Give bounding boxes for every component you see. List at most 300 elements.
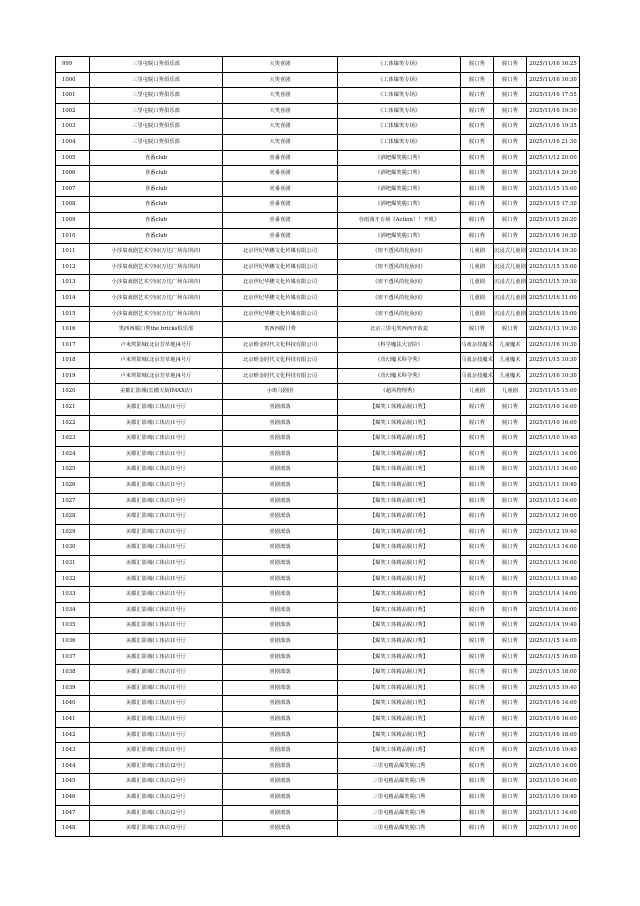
cell-row-number: 1015 xyxy=(56,306,90,322)
cell-venue: 小莎翁戏剧艺术空间(万达广场东坝店) xyxy=(90,306,223,322)
cell-subcategory: 脱口秀 xyxy=(494,649,527,665)
cell-organizer: 喜剧部落 xyxy=(223,540,338,556)
cell-category: 脱口秀 xyxy=(461,602,494,618)
cell-venue: 美都汇影城(工体店)1号厅 xyxy=(90,665,223,681)
cell-show-time: 2025/11/11 19:40 xyxy=(527,478,580,494)
cell-row-number: 999 xyxy=(56,57,90,73)
cell-subcategory: 脱口秀 xyxy=(494,556,527,572)
cell-show-time: 2025/11/10 19:40 xyxy=(527,431,580,447)
table-row xyxy=(56,758,580,774)
cell-organizer: 北京世纪华鹏文化传媒有限公司 xyxy=(223,275,338,291)
cell-row-number: 1001 xyxy=(56,88,90,104)
cell-organizer: 喜番喜剧 xyxy=(223,166,338,182)
cell-row-number: 1005 xyxy=(56,150,90,166)
cell-show-title: 《密不透风的化妆间》 xyxy=(338,259,461,275)
table-row xyxy=(56,602,580,618)
cell-organizer: 大笑喜剧 xyxy=(223,72,338,88)
cell-organizer: 喜剧部落 xyxy=(223,446,338,462)
cell-row-number: 1025 xyxy=(56,462,90,478)
cell-venue: 美都汇影城(工体店)2号厅 xyxy=(90,774,223,790)
cell-venue: 喜番club xyxy=(90,212,223,228)
cell-organizer: 喜剧部落 xyxy=(223,400,338,416)
cell-show-time: 2025/11/16 21:30 xyxy=(527,134,580,150)
cell-subcategory: 脱口秀 xyxy=(494,415,527,431)
cell-category: 脱口秀 xyxy=(461,665,494,681)
cell-row-number: 1020 xyxy=(56,384,90,400)
cell-venue: 美都汇影城(工体店)1号厅 xyxy=(90,431,223,447)
cell-venue: 美都汇影城(工体店)1号厅 xyxy=(90,571,223,587)
table-row xyxy=(56,197,580,213)
cell-organizer: 喜剧部落 xyxy=(223,587,338,603)
cell-row-number: 1033 xyxy=(56,587,90,603)
cell-show-title: 《工体爆笑专场》 xyxy=(338,103,461,119)
cell-show-time: 2025/11/16 19:35 xyxy=(527,119,580,135)
table-row xyxy=(56,680,580,696)
cell-subcategory: 沉浸式儿童剧 xyxy=(494,259,527,275)
cell-category: 脱口秀 xyxy=(461,228,494,244)
cell-row-number: 1012 xyxy=(56,259,90,275)
cell-subcategory: 沉浸式儿童剧 xyxy=(494,244,527,260)
cell-category: 脱口秀 xyxy=(461,774,494,790)
cell-category: 脱口秀 xyxy=(461,462,494,478)
cell-venue: 小莎翁戏剧艺术空间(万达广场东坝店) xyxy=(90,290,223,306)
cell-subcategory: 脱口秀 xyxy=(494,571,527,587)
cell-row-number: 1017 xyxy=(56,337,90,353)
cell-category: 脱口秀 xyxy=(461,134,494,150)
table-row xyxy=(56,134,580,150)
cell-organizer: 喜剧部落 xyxy=(223,805,338,821)
cell-show-title: 《工体爆笑专场》 xyxy=(338,57,461,73)
cell-row-number: 1000 xyxy=(56,72,90,88)
table-row xyxy=(56,478,580,494)
cell-show-time: 2025/11/15 10:30 xyxy=(527,353,580,369)
cell-row-number: 1008 xyxy=(56,197,90,213)
table-row xyxy=(56,789,580,805)
cell-show-title: 【爆笑工体精品脱口秀】 xyxy=(338,743,461,759)
cell-row-number: 1007 xyxy=(56,181,90,197)
cell-row-number: 1035 xyxy=(56,618,90,634)
cell-organizer: 喜剧部落 xyxy=(223,821,338,837)
cell-organizer: 北京世纪华鹏文化传媒有限公司 xyxy=(223,259,338,275)
cell-row-number: 1041 xyxy=(56,711,90,727)
cell-organizer: 小斑马剧团 xyxy=(223,384,338,400)
table-row xyxy=(56,275,580,291)
table-row xyxy=(56,618,580,634)
table-row xyxy=(56,306,580,322)
cell-show-title: 三里屯精品爆笑脱口秀 xyxy=(338,774,461,790)
cell-category: 马戏杂技魔术 xyxy=(461,368,494,384)
table-row xyxy=(56,337,580,353)
cell-venue: 美都汇影城(工体店)1号厅 xyxy=(90,446,223,462)
cell-show-time: 2025/11/13 14:00 xyxy=(527,540,580,556)
table-row xyxy=(56,166,580,182)
cell-show-time: 2025/11/14 19:30 xyxy=(527,244,580,260)
cell-row-number: 1022 xyxy=(56,415,90,431)
cell-show-title: 三里屯精品爆笑脱口秀 xyxy=(338,758,461,774)
cell-category: 马戏杂技魔术 xyxy=(461,353,494,369)
cell-row-number: 1044 xyxy=(56,758,90,774)
cell-subcategory: 脱口秀 xyxy=(494,431,527,447)
cell-show-time: 2025/11/16 15:00 xyxy=(527,306,580,322)
cell-category: 脱口秀 xyxy=(461,727,494,743)
cell-subcategory: 脱口秀 xyxy=(494,602,527,618)
cell-subcategory: 脱口秀 xyxy=(494,587,527,603)
cell-show-title: 【爆笑工体精品脱口秀】 xyxy=(338,633,461,649)
cell-show-title: 《酒吧爆笑脱口秀》 xyxy=(338,150,461,166)
cell-venue: 喜番club xyxy=(90,181,223,197)
cell-organizer: 喜剧部落 xyxy=(223,524,338,540)
cell-venue: 三里屯脱口秀俱乐部 xyxy=(90,134,223,150)
cell-organizer: 喜剧部落 xyxy=(223,696,338,712)
cell-category: 脱口秀 xyxy=(461,478,494,494)
cell-row-number: 1048 xyxy=(56,821,90,837)
cell-subcategory: 脱口秀 xyxy=(494,134,527,150)
cell-row-number: 1004 xyxy=(56,134,90,150)
cell-row-number: 1019 xyxy=(56,368,90,384)
cell-show-title: 【爆笑工体精品脱口秀】 xyxy=(338,415,461,431)
cell-show-title: 三里屯精品爆笑脱口秀 xyxy=(338,789,461,805)
cell-category: 脱口秀 xyxy=(461,556,494,572)
cell-category: 脱口秀 xyxy=(461,618,494,634)
cell-venue: 美都汇影城(工体店)1号厅 xyxy=(90,602,223,618)
cell-subcategory: 脱口秀 xyxy=(494,665,527,681)
cell-subcategory: 脱口秀 xyxy=(494,743,527,759)
cell-organizer: 笑西西脱口秀 xyxy=(223,322,338,338)
table-row xyxy=(56,743,580,759)
cell-subcategory: 儿童剧 xyxy=(494,384,527,400)
table-row xyxy=(56,649,580,665)
cell-row-number: 1040 xyxy=(56,696,90,712)
cell-venue: 小莎翁戏剧艺术空间(万达广场东坝店) xyxy=(90,244,223,260)
cell-venue: 美都汇影城(工体店)1号厅 xyxy=(90,696,223,712)
cell-organizer: 喜剧部落 xyxy=(223,493,338,509)
cell-venue: 三里屯脱口秀俱乐部 xyxy=(90,119,223,135)
cell-show-time: 2025/11/12 19:40 xyxy=(527,524,580,540)
cell-show-title: 【爆笑工体精品脱口秀】 xyxy=(338,680,461,696)
cell-show-title: 【爆笑工体精品脱口秀】 xyxy=(338,711,461,727)
cell-venue: 三里屯脱口秀俱乐部 xyxy=(90,72,223,88)
cell-organizer: 喜剧部落 xyxy=(223,415,338,431)
table-row xyxy=(56,150,580,166)
cell-show-title: 《密不透风的化妆间》 xyxy=(338,306,461,322)
cell-show-title: 【爆笑工体精品脱口秀】 xyxy=(338,493,461,509)
cell-subcategory: 脱口秀 xyxy=(494,197,527,213)
cell-show-time: 2025/11/15 19:40 xyxy=(527,680,580,696)
cell-category: 脱口秀 xyxy=(461,88,494,104)
cell-show-time: 2025/11/15 19:30 xyxy=(527,275,580,291)
cell-show-title: 《奇幻魔术科学秀》 xyxy=(338,353,461,369)
cell-venue: 美都汇影城(工体店)2号厅 xyxy=(90,758,223,774)
cell-category: 脱口秀 xyxy=(461,166,494,182)
cell-venue: 美都汇影城(工体店)1号厅 xyxy=(90,400,223,416)
cell-row-number: 1002 xyxy=(56,103,90,119)
cell-show-title: 北京三里屯笑西西开放麦 xyxy=(338,322,461,338)
cell-show-time: 2025/11/16 16:30 xyxy=(527,72,580,88)
cell-subcategory: 脱口秀 xyxy=(494,478,527,494)
cell-subcategory: 脱口秀 xyxy=(494,774,527,790)
cell-row-number: 1014 xyxy=(56,290,90,306)
cell-show-time: 2025/11/13 19:30 xyxy=(527,322,580,338)
table-row xyxy=(56,322,580,338)
cell-venue: 小莎翁戏剧艺术空间(万达广场东坝店) xyxy=(90,275,223,291)
cell-organizer: 喜剧部落 xyxy=(223,431,338,447)
cell-row-number: 1016 xyxy=(56,322,90,338)
cell-row-number: 1027 xyxy=(56,493,90,509)
cell-venue: 美都汇影城(工体店)1号厅 xyxy=(90,618,223,634)
cell-venue: 三里屯脱口秀俱乐部 xyxy=(90,88,223,104)
cell-organizer: 大笑喜剧 xyxy=(223,103,338,119)
cell-show-time: 2025/11/13 19:40 xyxy=(527,571,580,587)
cell-venue: 美都汇影城(工体店)1号厅 xyxy=(90,415,223,431)
cell-subcategory: 脱口秀 xyxy=(494,805,527,821)
cell-organizer: 喜番喜剧 xyxy=(223,228,338,244)
cell-show-time: 2025/11/16 16:30 xyxy=(527,228,580,244)
cell-category: 脱口秀 xyxy=(461,789,494,805)
table-row xyxy=(56,259,580,275)
cell-venue: 三里屯脱口秀俱乐部 xyxy=(90,57,223,73)
cell-category: 脱口秀 xyxy=(461,587,494,603)
cell-row-number: 1047 xyxy=(56,805,90,821)
cell-show-time: 2025/11/15 17:30 xyxy=(527,197,580,213)
cell-category: 脱口秀 xyxy=(461,821,494,837)
cell-organizer: 北京世纪华鹏文化传媒有限公司 xyxy=(223,306,338,322)
cell-show-time: 2025/11/16 10:30 xyxy=(527,337,580,353)
cell-show-title: 《工体爆笑专场》 xyxy=(338,119,461,135)
table-row xyxy=(56,665,580,681)
cell-venue: 美都汇影城(工体店)2号厅 xyxy=(90,789,223,805)
cell-show-time: 2025/11/10 16:00 xyxy=(527,774,580,790)
cell-category: 儿童剧 xyxy=(461,275,494,291)
cell-subcategory: 脱口秀 xyxy=(494,680,527,696)
table-row xyxy=(56,587,580,603)
cell-category: 脱口秀 xyxy=(461,446,494,462)
cell-venue: 美都汇影城(工体店)1号厅 xyxy=(90,727,223,743)
table-row xyxy=(56,446,580,462)
table-row xyxy=(56,228,580,244)
cell-show-title: 【爆笑工体精品脱口秀】 xyxy=(338,400,461,416)
cell-show-title: 《密不透风的化妆间》 xyxy=(338,244,461,260)
cell-category: 脱口秀 xyxy=(461,758,494,774)
table-row xyxy=(56,509,580,525)
cell-venue: 美都汇影城(工体店)1号厅 xyxy=(90,524,223,540)
cell-row-number: 1009 xyxy=(56,212,90,228)
cell-row-number: 1039 xyxy=(56,680,90,696)
cell-category: 儿童剧 xyxy=(461,259,494,275)
cell-show-title: 【爆笑工体精品脱口秀】 xyxy=(338,462,461,478)
cell-row-number: 1013 xyxy=(56,275,90,291)
cell-category: 脱口秀 xyxy=(461,212,494,228)
cell-show-time: 2025/11/16 11:00 xyxy=(527,290,580,306)
cell-row-number: 1043 xyxy=(56,743,90,759)
table-row xyxy=(56,119,580,135)
cell-show-title: 《酒吧爆笑脱口秀》 xyxy=(338,197,461,213)
cell-show-time: 2025/11/10 14:00 xyxy=(527,758,580,774)
cell-show-time: 2025/11/14 14:00 xyxy=(527,587,580,603)
cell-venue: 美都汇影城(工体店)1号厅 xyxy=(90,540,223,556)
cell-subcategory: 脱口秀 xyxy=(494,88,527,104)
cell-category: 脱口秀 xyxy=(461,103,494,119)
cell-subcategory: 儿童魔术 xyxy=(494,337,527,353)
cell-venue: 美都汇影城(工体店)1号厅 xyxy=(90,680,223,696)
cell-organizer: 大笑喜剧 xyxy=(223,119,338,135)
cell-show-time: 2025/11/12 16:00 xyxy=(527,509,580,525)
cell-venue: 小莎翁戏剧艺术空间(万达广场东坝店) xyxy=(90,259,223,275)
cell-organizer: 喜剧部落 xyxy=(223,556,338,572)
cell-category: 脱口秀 xyxy=(461,150,494,166)
cell-venue: 美都汇影城(工体店)1号厅 xyxy=(90,493,223,509)
cell-category: 脱口秀 xyxy=(461,493,494,509)
cell-show-time: 2025/11/15 18:00 xyxy=(527,665,580,681)
cell-subcategory: 脱口秀 xyxy=(494,789,527,805)
cell-show-time: 2025/11/15 15:00 xyxy=(527,384,580,400)
cell-show-time: 2025/11/15 20:20 xyxy=(527,212,580,228)
cell-organizer: 大笑喜剧 xyxy=(223,88,338,104)
cell-row-number: 1010 xyxy=(56,228,90,244)
cell-subcategory: 脱口秀 xyxy=(494,166,527,182)
cell-show-title: 《酒吧爆笑脱口秀》 xyxy=(338,166,461,182)
cell-category: 脱口秀 xyxy=(461,633,494,649)
cell-show-time: 2025/11/16 19:30 xyxy=(527,103,580,119)
cell-organizer: 大笑喜剧 xyxy=(223,134,338,150)
cell-organizer: 喜番喜剧 xyxy=(223,197,338,213)
cell-organizer: 喜剧部落 xyxy=(223,743,338,759)
cell-row-number: 1029 xyxy=(56,524,90,540)
cell-subcategory: 脱口秀 xyxy=(494,711,527,727)
table-row xyxy=(56,633,580,649)
table-row xyxy=(56,384,580,400)
cell-category: 脱口秀 xyxy=(461,743,494,759)
cell-show-title: 三里屯精品爆笑脱口秀 xyxy=(338,805,461,821)
cell-show-title: 【爆笑工体精品脱口秀】 xyxy=(338,509,461,525)
cell-organizer: 喜剧部落 xyxy=(223,774,338,790)
cell-organizer: 北京世纪华鹏文化传媒有限公司 xyxy=(223,290,338,306)
cell-show-title: 【爆笑工体精品脱口秀】 xyxy=(338,602,461,618)
cell-category: 脱口秀 xyxy=(461,322,494,338)
table-row xyxy=(56,524,580,540)
cell-show-time: 2025/11/12 20:00 xyxy=(527,150,580,166)
cell-category: 脱口秀 xyxy=(461,415,494,431)
schedule-table-body xyxy=(56,57,580,837)
cell-row-number: 1032 xyxy=(56,571,90,587)
table-row xyxy=(56,72,580,88)
cell-organizer: 喜剧部落 xyxy=(223,649,338,665)
cell-show-time: 2025/11/11 16:00 xyxy=(527,821,580,837)
cell-show-time: 2025/11/16 10:30 xyxy=(527,368,580,384)
table-row xyxy=(56,353,580,369)
cell-organizer: 喜剧部落 xyxy=(223,462,338,478)
cell-subcategory: 脱口秀 xyxy=(494,228,527,244)
cell-venue: 美都汇影城(工体店)2号厅 xyxy=(90,821,223,837)
cell-category: 儿童剧 xyxy=(461,244,494,260)
cell-show-time: 2025/11/15 14:00 xyxy=(527,633,580,649)
cell-show-time: 2025/11/11 14:00 xyxy=(527,446,580,462)
cell-show-title: 【爆笑工体精品脱口秀】 xyxy=(338,618,461,634)
cell-row-number: 1030 xyxy=(56,540,90,556)
cell-show-time: 2025/11/10 14:00 xyxy=(527,400,580,416)
cell-show-title: 【爆笑工体精品脱口秀】 xyxy=(338,540,461,556)
cell-row-number: 1018 xyxy=(56,353,90,369)
cell-show-title: 【爆笑工体精品脱口秀】 xyxy=(338,556,461,572)
cell-category: 脱口秀 xyxy=(461,181,494,197)
cell-category: 脱口秀 xyxy=(461,431,494,447)
cell-subcategory: 脱口秀 xyxy=(494,400,527,416)
cell-row-number: 1036 xyxy=(56,633,90,649)
cell-organizer: 北京维金时代文化科技有限公司 xyxy=(223,368,338,384)
cell-show-time: 2025/11/16 17:55 xyxy=(527,88,580,104)
cell-show-time: 2025/11/10 16:00 xyxy=(527,415,580,431)
cell-organizer: 喜番喜剧 xyxy=(223,212,338,228)
table-row xyxy=(56,556,580,572)
cell-show-title: 《工体爆笑专场》 xyxy=(338,72,461,88)
table-row xyxy=(56,571,580,587)
cell-organizer: 大笑喜剧 xyxy=(223,57,338,73)
cell-venue: 喜番club xyxy=(90,228,223,244)
cell-organizer: 喜剧部落 xyxy=(223,789,338,805)
cell-subcategory: 脱口秀 xyxy=(494,618,527,634)
cell-row-number: 1037 xyxy=(56,649,90,665)
cell-venue: 美都汇影城(工体店)1号厅 xyxy=(90,478,223,494)
cell-show-title: 《工体爆笑专场》 xyxy=(338,134,461,150)
cell-show-time: 2025/11/16 14:00 xyxy=(527,696,580,712)
cell-organizer: 北京世纪华鹏文化传媒有限公司 xyxy=(223,244,338,260)
table-row xyxy=(56,244,580,260)
cell-show-time: 2025/11/16 19:40 xyxy=(527,743,580,759)
cell-show-title: 《酒吧爆笑脱口秀》 xyxy=(338,228,461,244)
cell-venue: 美都汇影城(工体店)1号厅 xyxy=(90,649,223,665)
cell-show-title: 谷雨漫才专场《Action！！开机》 xyxy=(338,212,461,228)
cell-venue: 笑西西脱口秀the bricks俱乐部 xyxy=(90,322,223,338)
cell-show-title: 三里屯精品爆笑脱口秀 xyxy=(338,821,461,837)
cell-subcategory: 脱口秀 xyxy=(494,696,527,712)
cell-row-number: 1034 xyxy=(56,602,90,618)
cell-category: 儿童剧 xyxy=(461,384,494,400)
cell-row-number: 1028 xyxy=(56,509,90,525)
cell-category: 脱口秀 xyxy=(461,805,494,821)
cell-subcategory: 沉浸式儿童剧 xyxy=(494,306,527,322)
table-row xyxy=(56,711,580,727)
cell-organizer: 喜剧部落 xyxy=(223,758,338,774)
cell-row-number: 1024 xyxy=(56,446,90,462)
cell-venue: 喜番club xyxy=(90,166,223,182)
cell-venue: 喜番club xyxy=(90,150,223,166)
cell-show-time: 2025/11/14 16:00 xyxy=(527,602,580,618)
cell-venue: 三里屯脱口秀俱乐部 xyxy=(90,103,223,119)
cell-organizer: 喜剧部落 xyxy=(223,711,338,727)
cell-subcategory: 沉浸式儿童剧 xyxy=(494,275,527,291)
cell-show-time: 2025/11/15 15:00 xyxy=(527,259,580,275)
cell-category: 脱口秀 xyxy=(461,649,494,665)
cell-organizer: 喜剧部落 xyxy=(223,727,338,743)
cell-subcategory: 脱口秀 xyxy=(494,446,527,462)
cell-subcategory: 脱口秀 xyxy=(494,633,527,649)
cell-venue: 美都汇影城(工体店)1号厅 xyxy=(90,587,223,603)
cell-subcategory: 脱口秀 xyxy=(494,758,527,774)
cell-show-time: 2025/11/13 16:00 xyxy=(527,556,580,572)
table-row xyxy=(56,540,580,556)
cell-show-time: 2025/11/16 16:00 xyxy=(527,711,580,727)
cell-subcategory: 儿童魔术 xyxy=(494,353,527,369)
cell-organizer: 喜剧部落 xyxy=(223,665,338,681)
cell-row-number: 1042 xyxy=(56,727,90,743)
cell-subcategory: 脱口秀 xyxy=(494,72,527,88)
cell-subcategory: 脱口秀 xyxy=(494,150,527,166)
table-row xyxy=(56,212,580,228)
cell-category: 马戏杂技魔术 xyxy=(461,337,494,353)
cell-venue: 喜番club xyxy=(90,197,223,213)
cell-venue: 卢米埃影城(北京芳草地)4号厅 xyxy=(90,337,223,353)
cell-subcategory: 脱口秀 xyxy=(494,727,527,743)
cell-category: 脱口秀 xyxy=(461,509,494,525)
